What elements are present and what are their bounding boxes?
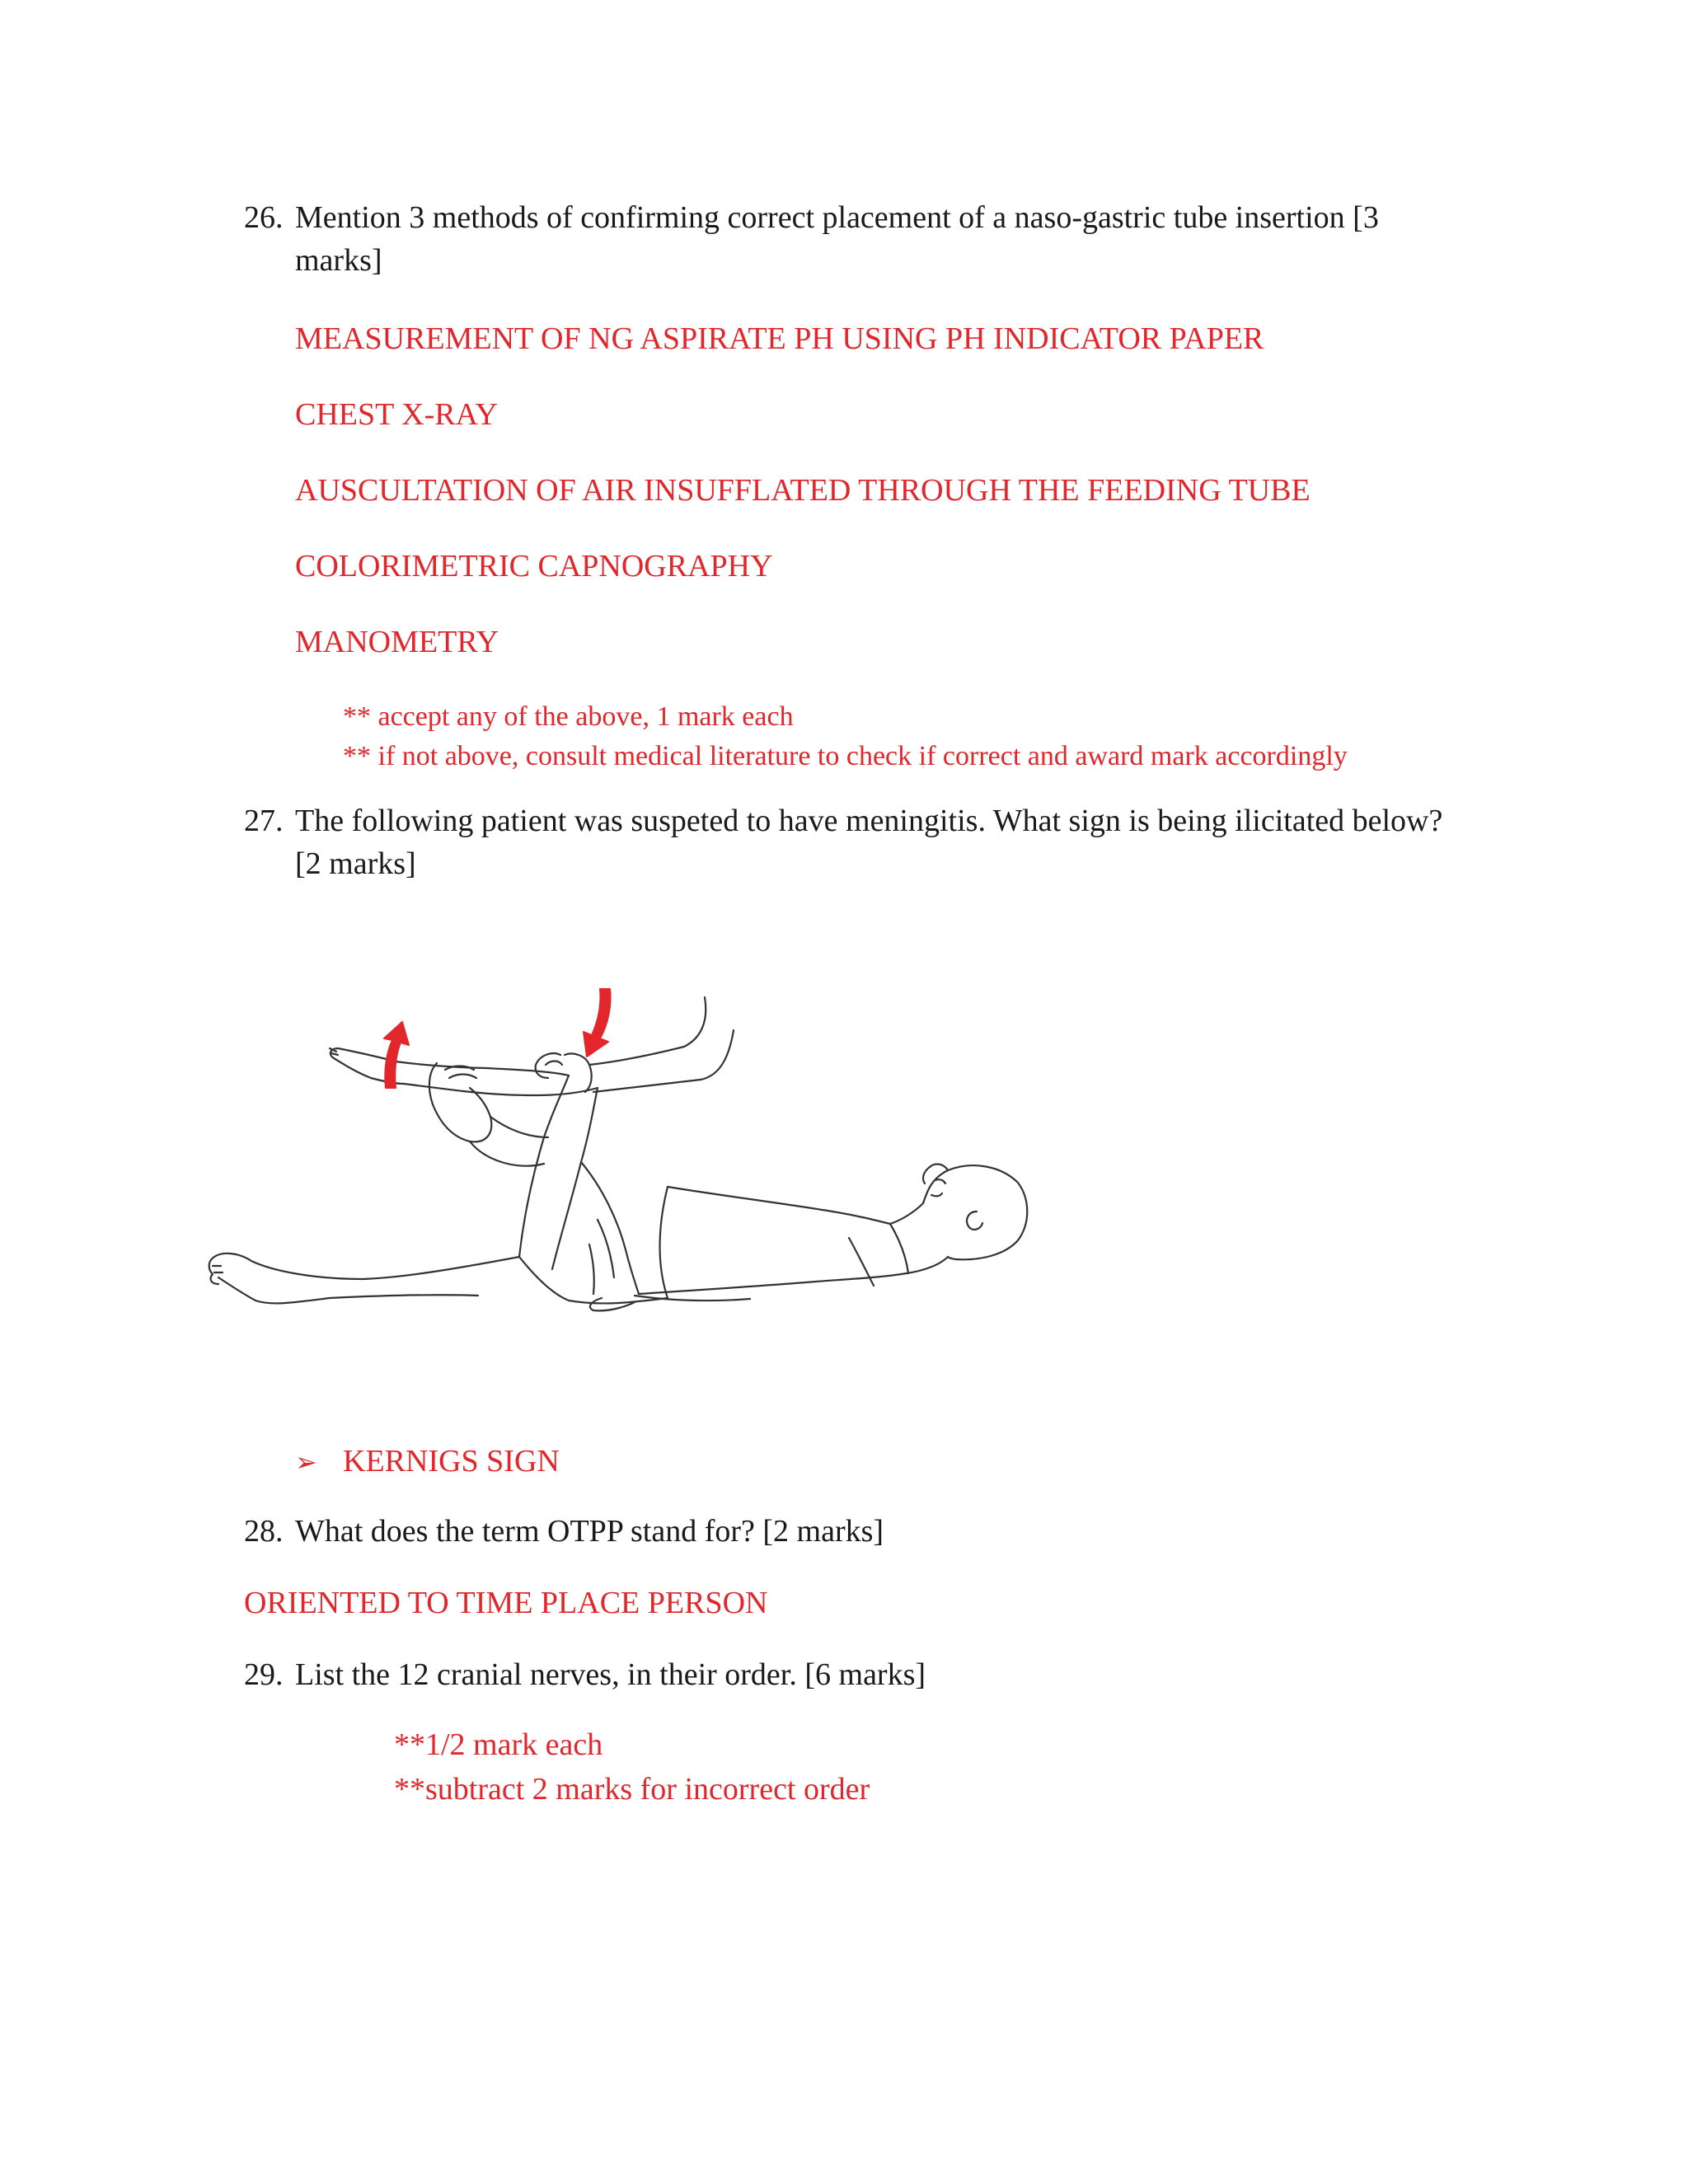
question-number: 29.: [244, 1657, 284, 1692]
patient-examination-drawing: [206, 972, 1039, 1352]
question-text: List the 12 cranial nerves, in their order. [6 marks]: [295, 1657, 926, 1692]
answer-line: CHEST X-RAY: [295, 397, 498, 432]
question-number: 28.: [244, 1514, 284, 1549]
question-26: [244, 196, 1456, 282]
question-text: What does the term OTPP stand for? [2 marks]: [295, 1514, 884, 1549]
question-29: [244, 1653, 1456, 1696]
answer-line: MANOMETRY: [295, 625, 499, 659]
answer-line: ORIENTED TO TIME PLACE PERSON: [244, 1586, 768, 1620]
question-28: [244, 1510, 1456, 1553]
answer-line: AUSCULTATION OF AIR INSUFFLATED THROUGH THE FEEDING TUBE: [295, 473, 1311, 508]
kernig-sign-illustration: [206, 972, 1039, 1352]
marking-note: **1/2 mark each: [394, 1727, 603, 1762]
answer-line: MEASUREMENT OF NG ASPIRATE PH USING PH INDICATOR PAPER: [295, 321, 1264, 356]
question-text: Mention 3 methods of confirming correct placement of a naso-gastric tube insertion [3 marks]: [295, 200, 1379, 278]
answer-bullet-row: [295, 1441, 560, 1483]
marking-note: ** accept any of the above, 1 mark each: [343, 701, 794, 732]
question-27: [244, 799, 1456, 885]
answer-line: KERNIGS SIGN: [343, 1444, 560, 1479]
question-text: The following patient was suspeted to have meningitis. What sign is being ilicitated below? [2 marks]: [295, 804, 1443, 881]
arrowhead-bullet-icon: ➢: [295, 1446, 317, 1478]
marking-note: ** if not above, consult medical literature to check if correct and award mark accordingly: [343, 741, 1348, 771]
question-number: 27.: [244, 804, 284, 838]
answer-line: COLORIMETRIC CAPNOGRAPHY: [295, 549, 773, 583]
marking-note: **subtract 2 marks for incorrect order: [394, 1772, 870, 1807]
question-number: 26.: [244, 200, 284, 235]
